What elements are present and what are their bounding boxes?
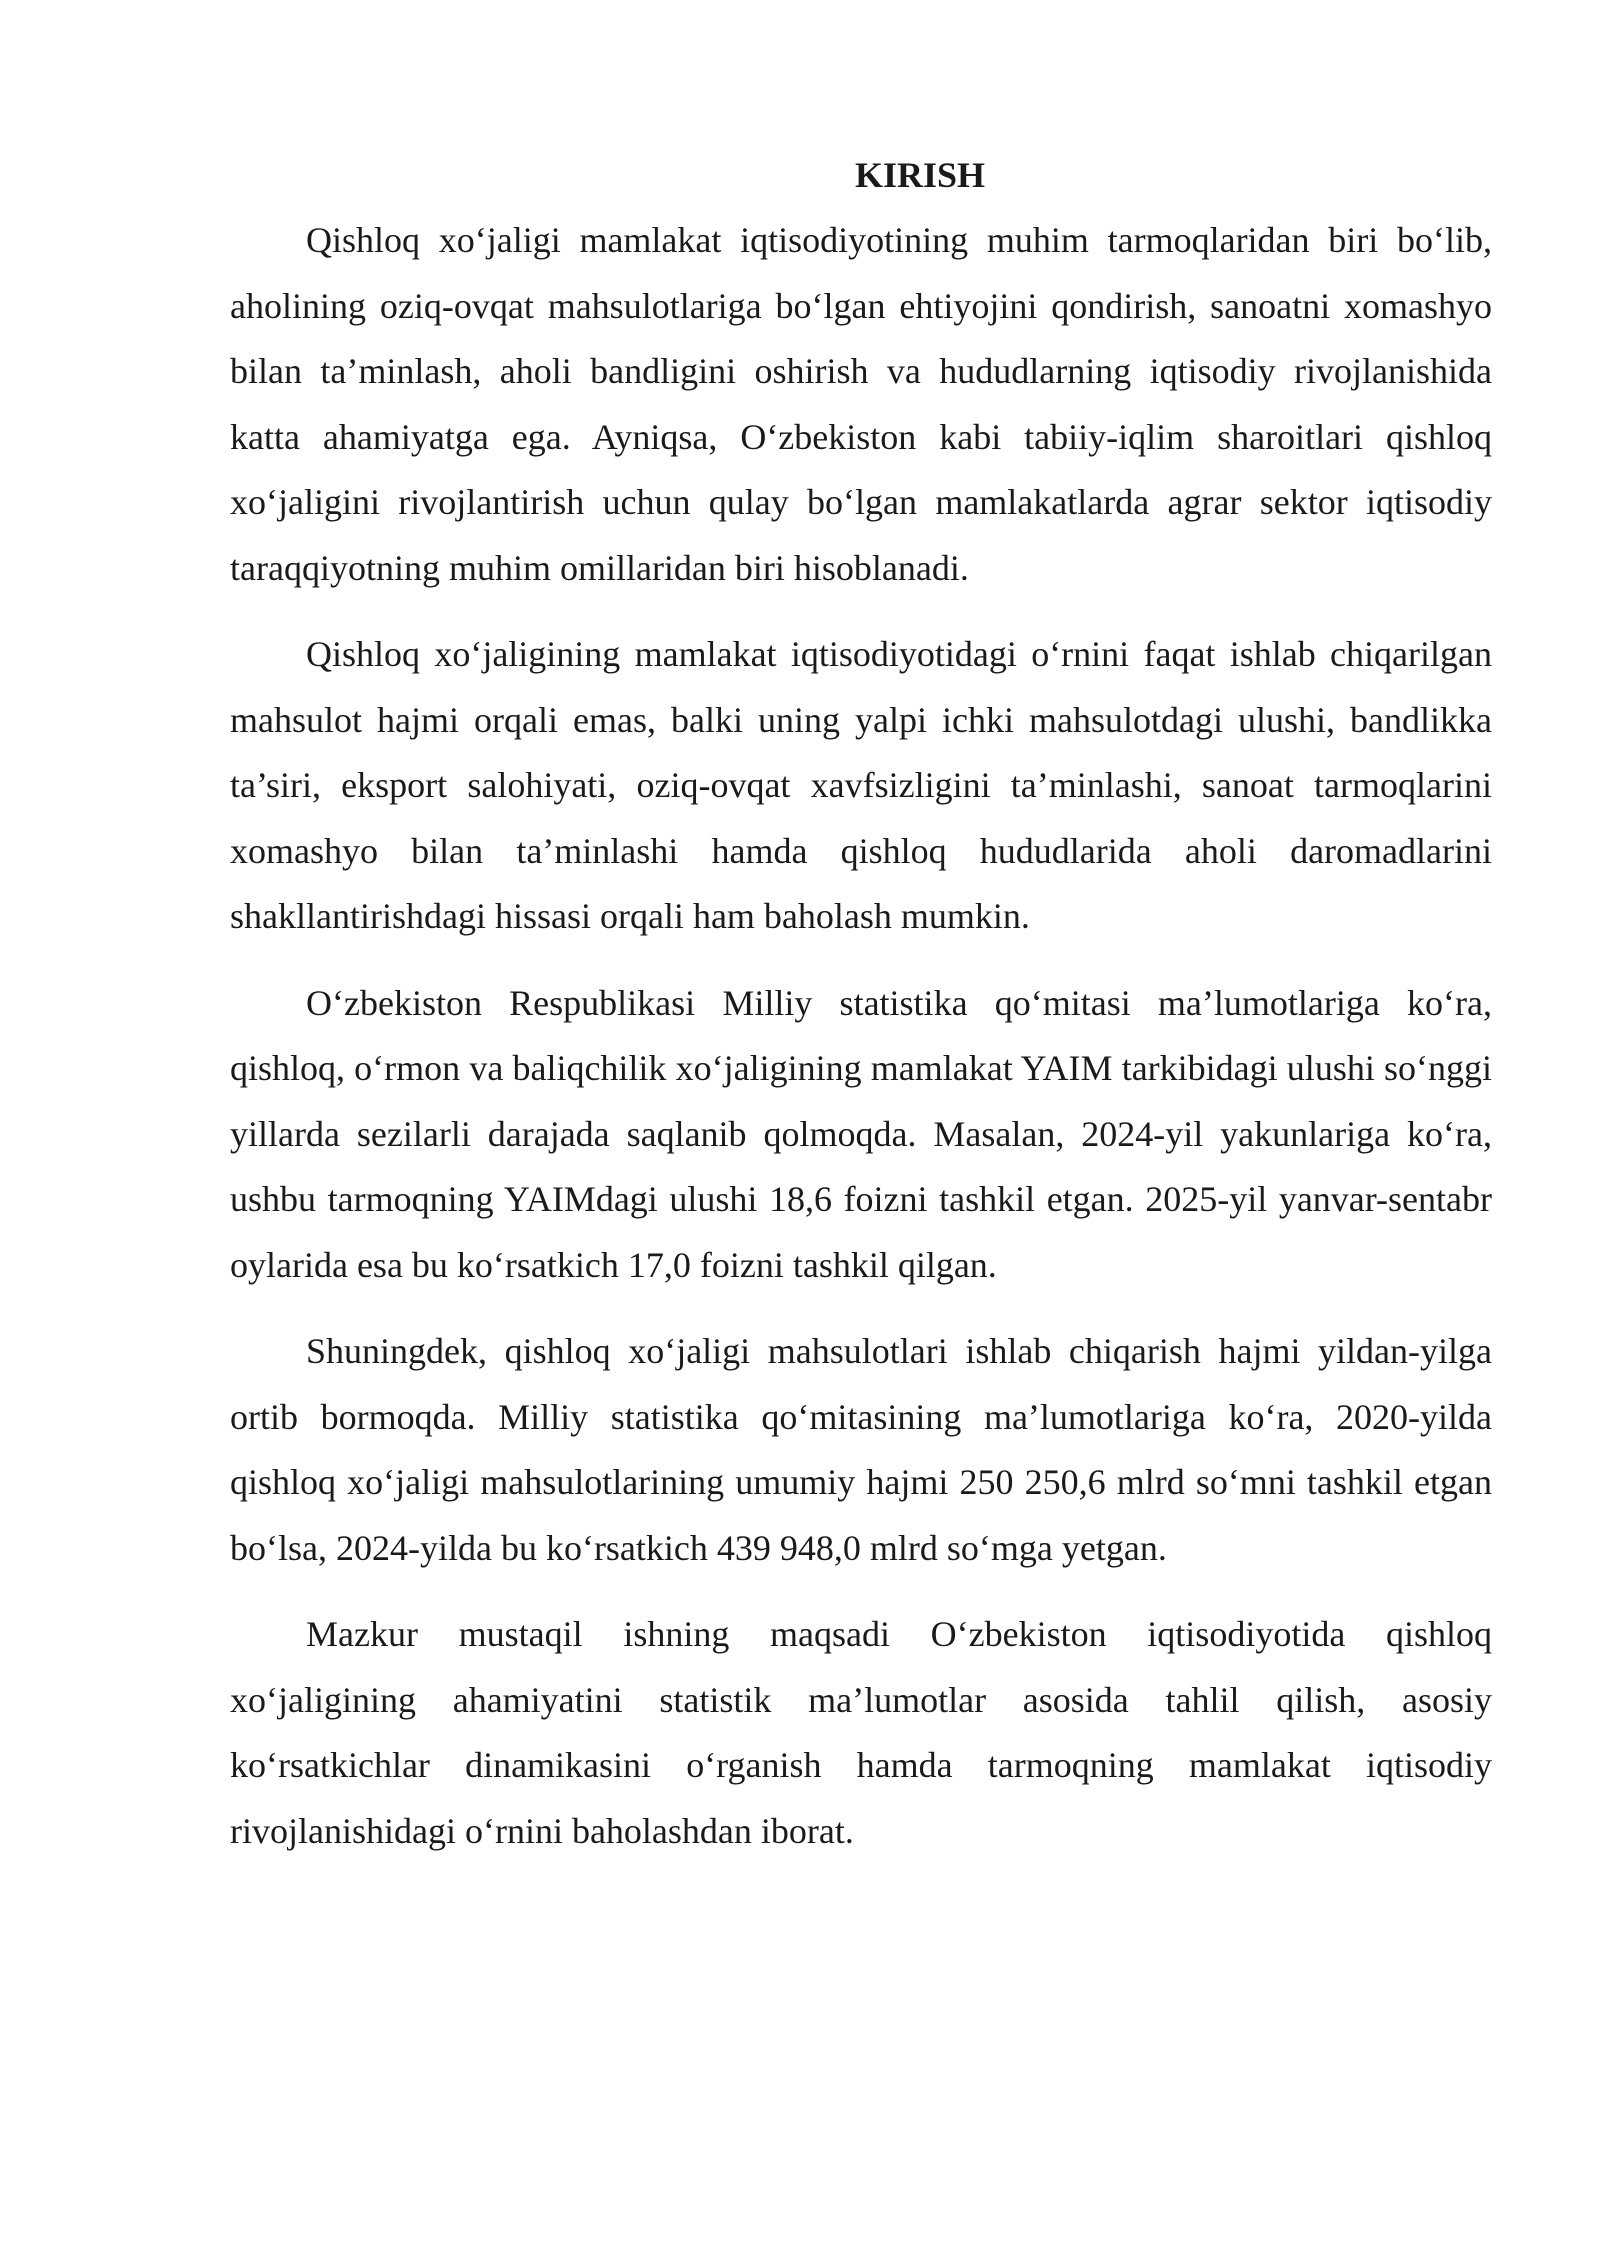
paragraph-role: Qishloq xo‘jaligining mamlakat iqtisodiyotidagi o‘rnini faqat ishlab chiqarilgan mahsulot hajmi orqali emas, balki uning yalpi ichki mahsulotdagi ulushi, bandlikka ta’siri, eksport salohiyati, oziq-ovqat xavfsizligini ta’minlashi, sanoat tarmoqlarini xomashyo bilan ta’minlashi hamda qishloq hududlarida aholi daromadlarini shakllantirishdagi hissasi orqali ham baholash mumkin. [230, 634, 1492, 936]
page-title: KIRISH [854, 155, 986, 195]
document-body [230, 145, 1492, 1885]
paragraph-production-volume: Shuningdek, qishloq xo‘jaligi mahsulotlari ishlab chiqarish hajmi yildan-yilga ortib bormoqda. Milliy statistika qo‘mitasining ma’lumotlariga ko‘ra, 2020-yilda qishloq xo‘jaligi mahsulotlarining umumiy hajmi 250 250,6 mlrd so‘mni tashkil etgan bo‘lsa, 2024-yilda bu ko‘rsatkich 439 948,0 mlrd so‘mga yetgan. [230, 1331, 1492, 1568]
paragraph-gdp-share: O‘zbekiston Respublikasi Milliy statistika qo‘mitasi ma’lumotlariga ko‘ra, qishloq, o‘rmon va baliqchilik xo‘jaligining mamlakat YAIM tarkibidagi ulushi so‘nggi yillarda sezilarli darajada saqlanib qolmoqda. Masalan, 2024-yil yakunlariga ko‘ra, ushbu tarmoqning YAIMdagi ulushi 18,6 foizni tashkil etgan. 2025-yil yanvar-sentabr oylarida esa bu ko‘rsatkich 17,0 foizni tashkil qilgan. [230, 982, 1492, 1285]
paragraph-aim: Mazkur mustaqil ishning maqsadi O‘zbekiston iqtisodiyotida qishloq xo‘jaligining ahamiyatini statistik ma’lumotlar asosida tahlil qilish, asosiy ko‘rsatkichlar dinamikasini o‘rganish hamda tarmoqning mamlakat iqtisodiy rivojlanishidagi o‘rnini baholashdan iborat. [230, 1614, 1492, 1851]
paragraph-intro: Qishloq xo‘jaligi mamlakat iqtisodiyotining muhim tarmoqlaridan biri bo‘lib, aholining oziq-ovqat mahsulotlariga bo‘lgan ehtiyojini qondirish, sanoatni xomashyo bilan ta’minlash, aholi bandligini oshirish va hududlarning iqtisodiy rivojlanishida katta ahamiyatga ega. Ayniqsa, O‘zbekiston kabi tabiiy-iqlim sharoitlari qishloq xo‘jaligini rivojlantirish uchun qulay bo‘lgan mamlakatlarda agrar sektor iqtisodiy taraqqiyotning muhim omillaridan biri hisoblanadi. [230, 220, 1492, 588]
